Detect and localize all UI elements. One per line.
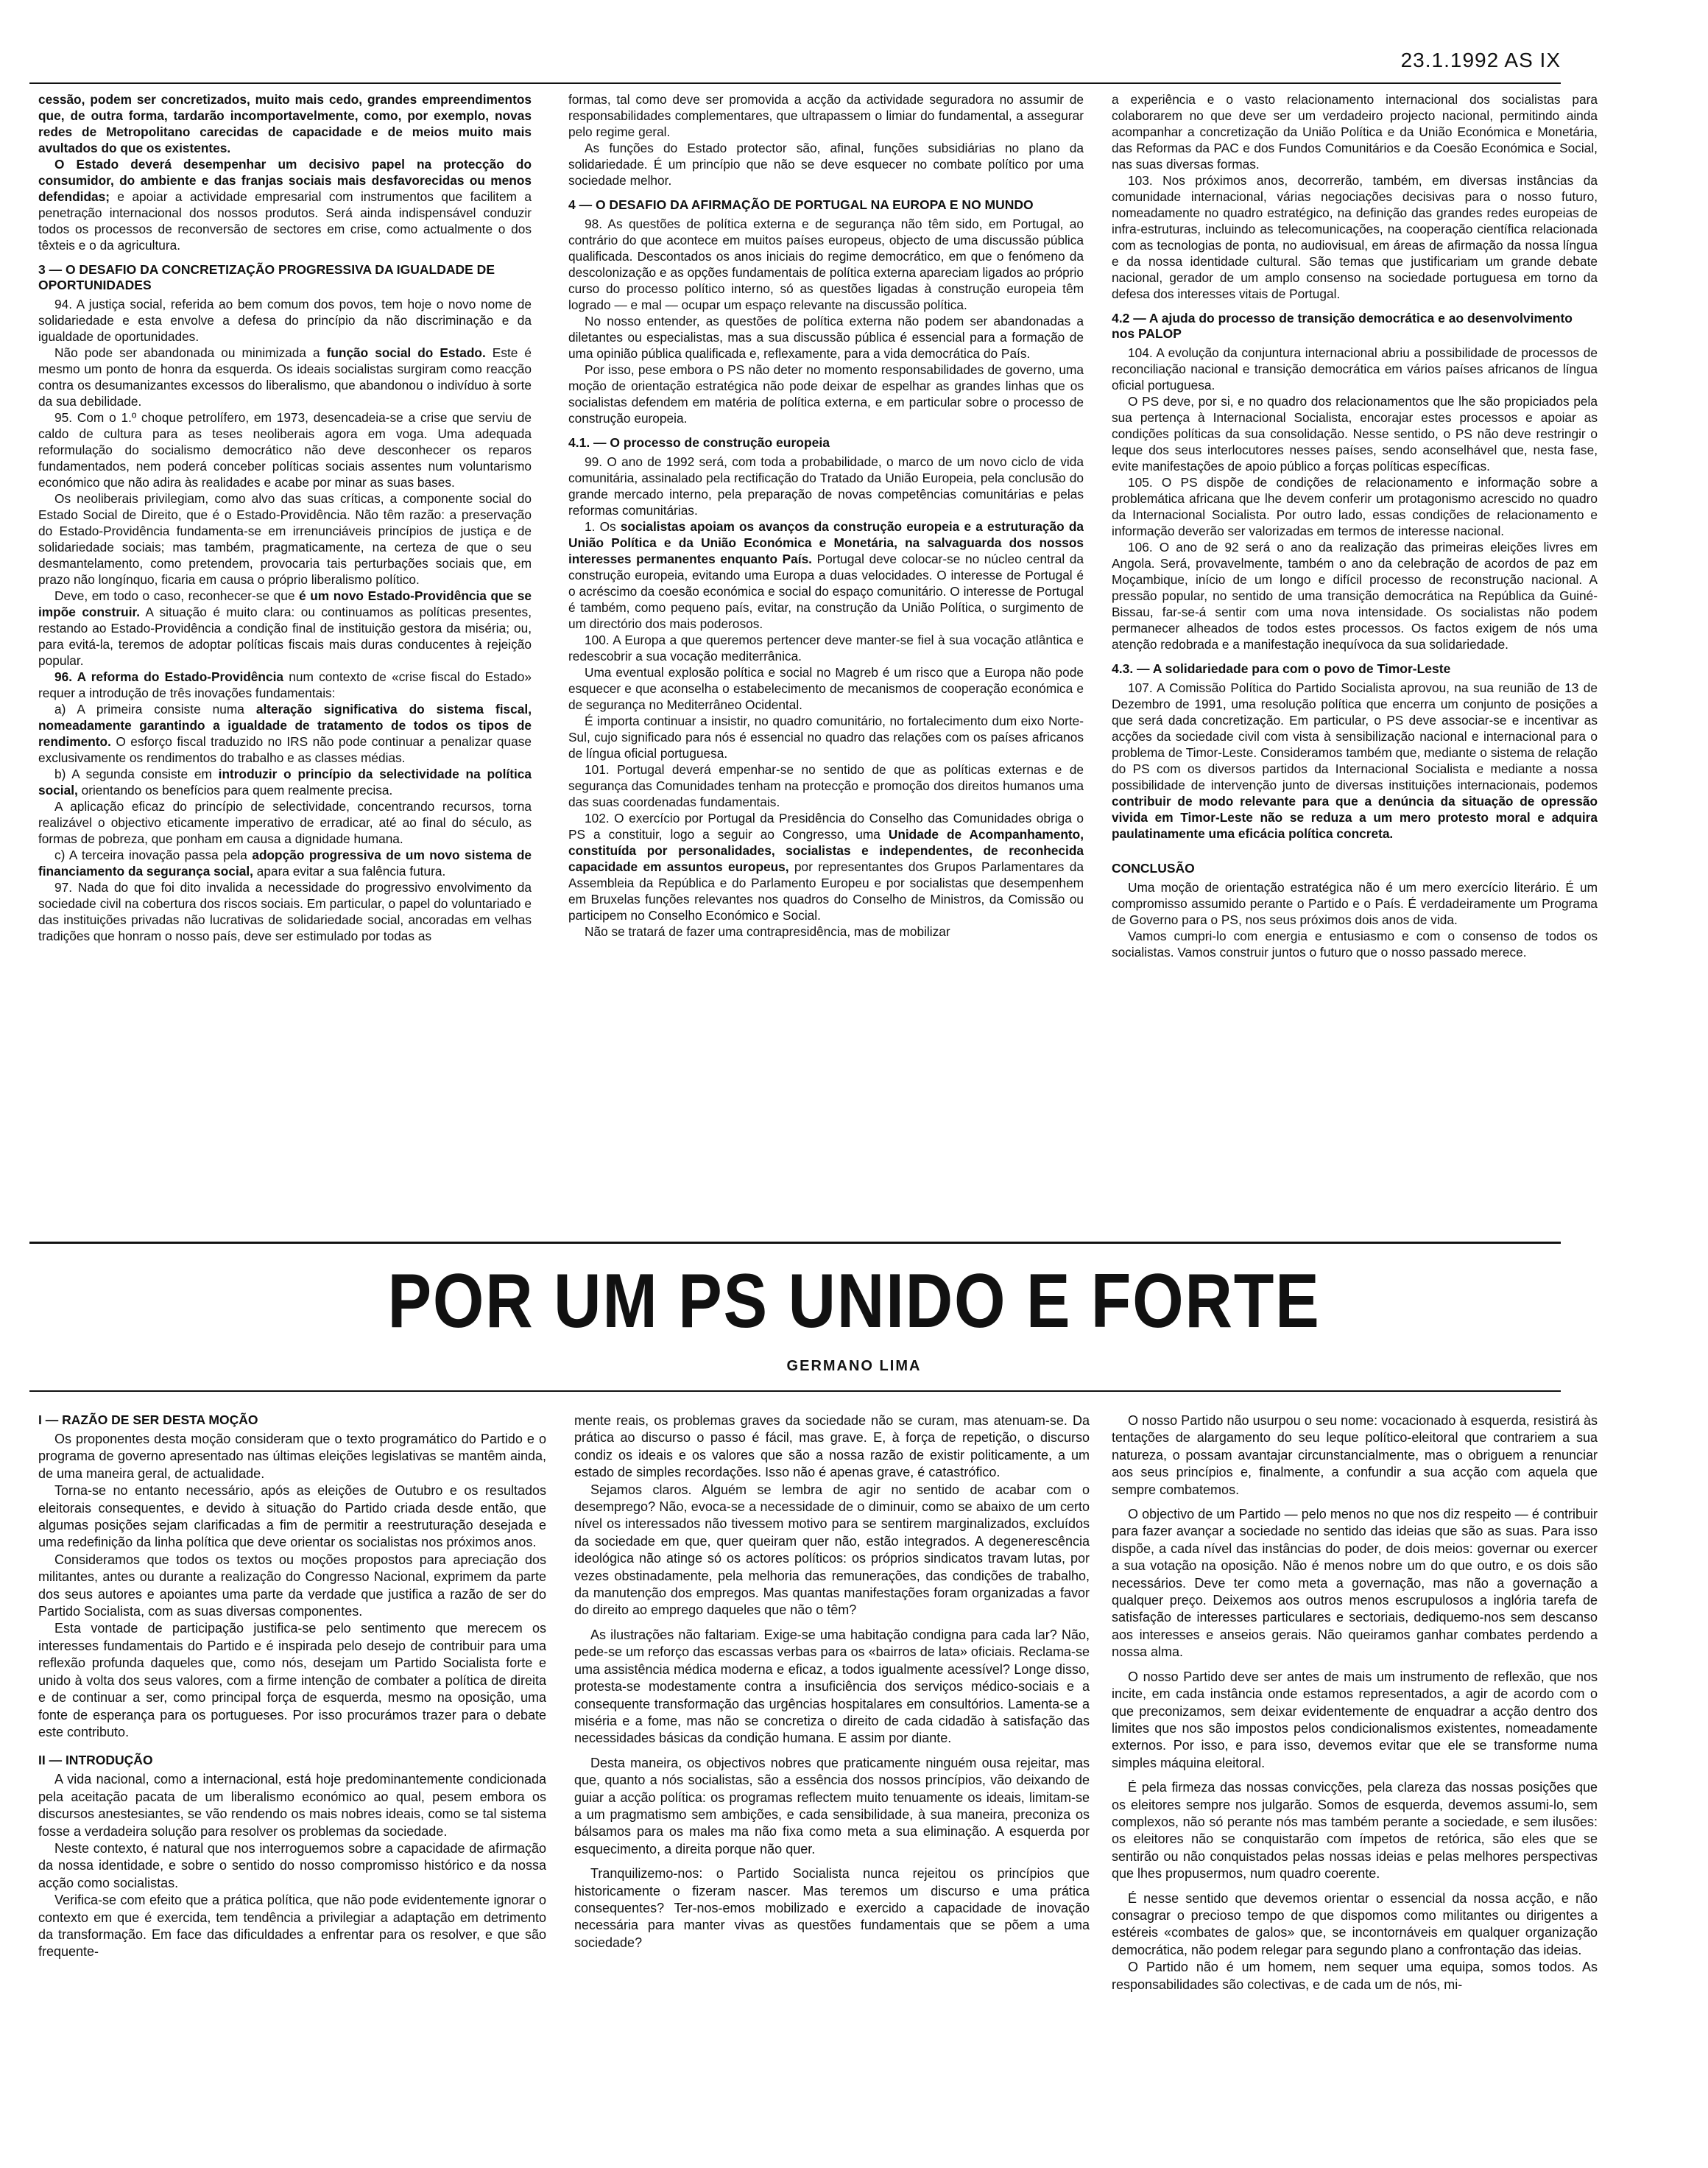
article-column-1: [38, 1412, 546, 2149]
paragraph: 95. Com o 1.º choque petrolífero, em 1973, desencadeia-se a crise que serviu de caldo de cultura para as teses neoliberais agora em voga. Uma adequada reformulação do socialismo democrático não deve desconhecer os reparos fundamentados, nem poderá conceber políticas sociais assentes num voluntarismo económico que não adira às realidades e acabe por minar as suas bases.: [38, 410, 532, 490]
paragraph-text: b) A segunda consiste em: [54, 767, 219, 781]
section-heading: I — RAZÃO DE SER DESTA MOÇÃO: [38, 1412, 258, 1427]
paragraph: No nosso entender, as questões de política externa não podem ser abandonadas a diletantes ou especialistas, mas a sua discussão pública é essencial para a formação de uma opinião pública qualificada e, reflexamente, para a vida democrática do País.: [568, 314, 1084, 361]
paragraph: formas, tal como deve ser promovida a acção da actividade seguradora no assumir de responsabilidades complementares, que ultrapassem o limiar do fundamental, a assegurar pelo regime geral.: [568, 92, 1084, 139]
paragraph-text: a) A primeira consiste numa: [54, 702, 256, 717]
paragraph: O nosso Partido deve ser antes de mais um instrumento de reflexão, que nos incite, em cada instância onde estamos representados, a agir de acordo com o que preconizamos, sem deixar evidentemente de enquadrar a acção dentro dos limites que nos são impostos pelos condicionalismos existentes, nomeadamente externos. Por isso, e para isso, devemos evitar que ele se transforme numa simples máquina eleitoral.: [1112, 1669, 1598, 1770]
bold-text: introduzir o princípio da selectividade na política social,: [38, 767, 532, 798]
bold-text: alteração significativa do sistema fiscal, nomeadamente garantindo a igualdade de tratamento de todos os tipos de rendimento.: [38, 702, 532, 749]
upper-column-1: [38, 91, 532, 1240]
page-reference: 23.1.1992 AS IX: [1400, 49, 1561, 71]
paragraph: O objectivo de um Partido — pelo menos no que nos diz respeito — é contribuir para fazer avançar a sociedade no sentido das ideias que são as suas. Para isso dispõe, a cada nível das instâncias do poder, de dois meios: governar ou exercer a sua votação na oposição. Não é menos nobre um do que outro, e os dois são necessários. Deve ter como meta a governação, mas não a governação a qualquer preço. Deixemos aos outros menos escrupulosos a inglória tarefa de satisfação de interesses particulares e sectoriais, dediquemo-nos sem descanso aos interesses e anseios gerais. Não queiramos ganhar combates perdendo a nossa alma.: [1112, 1507, 1598, 1660]
paragraph-text: apara evitar a sua falência futura.: [253, 864, 446, 879]
paragraph: Neste contexto, é natural que nos interroguemos sobre a capacidade de afirmação da nossa identidade, e sobre o sentido do nosso compromisso histórico e da nossa acção como socialistas.: [38, 1840, 546, 1890]
paragraph: É importa continuar a insistir, no quadro comunitário, no fortalecimento dum eixo Norte-Sul, cujo significado para nós é essencial no quadro das relações com os países africanos de língua oficial portuguesa.: [568, 714, 1084, 761]
paragraph: É nesse sentido que devemos orientar o essencial da nossa acção, e não consagrar o precioso tempo de que dispomos como militantes ou dirigentes a estéreis «combates de galos» que, se incontornáveis em qualquer organização democrática, não podem relegar para segundo plano a confrontação das ideias.: [1112, 1890, 1598, 1957]
paragraph: 103. Nos próximos anos, decorrerão, também, em diversas instâncias da comunidade internacional, várias negociações decisivas para o nosso futuro, nomeadamente no quadro estratégico, na definição das grandes redes europeias de infra-estruturas, incluindo as telecomunicações, na cooperação científica relacionada com as tecnologias de ponta, no audiovisual, em áreas de afirmação da nossa língua e da nossa identidade cultural. São temas que justificariam um grande debate nacional, gerador de um amplo consenso na sociedade portuguesa em torno da defesa dos interesses vitais de Portugal.: [1112, 173, 1598, 301]
paragraph-text: c) A terceira inovação passa pela: [54, 848, 253, 862]
paragraph: 105. O PS dispõe de condições de relacionamento e informação sobre a problemática africana que lhe devem conferir um protagonismo acrescido no quadro da Internacional Socialista. Por outro lado, essas condições de relacionamento e informação deverão ser valorizadas em termos de interesse nacional.: [1112, 475, 1598, 538]
section-heading: CONCLUSÃO: [1112, 861, 1195, 876]
page-header: [29, 46, 1561, 75]
bold-text: é um novo Estado-Providência que se impõe construir.: [38, 588, 532, 619]
subsection-heading: 4.3. — A solidariedade para com o povo de Timor-Leste: [1112, 661, 1451, 676]
paragraph: O Partido não é um homem, nem sequer uma equipa, somos todos. As responsabilidades são colectivas, e de cada um de nós, mi-: [1112, 1960, 1598, 1992]
bold-text: Unidade de Acompanhamento, constituída por personalidades, socialistas e independentes, de reconhecida capacidade em assuntos europeus,: [568, 827, 1084, 874]
bold-text: função social do Estado.: [326, 345, 486, 360]
paragraph: Os proponentes desta moção consideram que o texto programático do Partido e o programa de governo apresentado nas últimas eleições legislativas se mantêm ainda, de uma maneira geral, de actualidade.: [38, 1432, 546, 1481]
paragraph-text: cessão, podem ser concretizados, muito mais cedo, grandes empreendimentos que, de outra forma, tardarão incomportavelmente, como, por exemplo, novas redes de Metropolitano carecidas de capacidade e de meios muito mais avultados do que os existentes.: [38, 92, 532, 155]
paragraph: [38, 588, 532, 669]
paragraph: A aplicação eficaz do princípio de selectividade, concentrando recursos, torna realizável o objectivo eticamente imperativo de erradicar, até ao final do século, as formas de pobreza, que ponham em causa a dignidade humana.: [38, 799, 532, 846]
byline-rule: [29, 1390, 1561, 1392]
paragraph: Verifica-se com efeito que a prática política, que não pode evidentemente ignorar o contexto em que é exercida, tem tendência a privilegiar a adaptação em detrimento da transformação. Em face das dificuldades a enfrentar para os resolver, e que são frequente-: [38, 1893, 546, 1960]
paragraph: [38, 345, 532, 409]
upper-column-2: [568, 91, 1084, 1240]
paragraph: [38, 701, 532, 766]
paragraph: As ilustrações não faltariam. Exige-se uma habitação condigna para cada lar? Não, pede-se um reforço das escassas verbas para os «bairros de lata» oficiais. Reclama-se uma assistência médica moderna e eficaz, a todos igualmente acessível? Longe disso, protesta-se modestamente contra a insuficiência dos serviços médico-sociais e a consequente transformação das urgências hospitalares em consultórios. Lamenta-se a miséria e a fome, mas não se concretiza o direito de cada cidadão à satisfação das necessidades básicas da condição humana. E assim por diante.: [574, 1627, 1090, 1746]
paragraph: As funções do Estado protector são, afinal, funções subsidiárias no plano da solidariedade. É um princípio que não se deve esquecer no combate político por uma sociedade melhor.: [568, 141, 1084, 188]
paragraph-text: O esforço fiscal traduzido no IRS não pode continuar a penalizar quase exclusivamente os rendimentos do trabalho e as classes médias.: [38, 734, 532, 765]
paragraph: Torna-se no entanto necessário, após as eleições de Outubro e os resultados eleitorais consequentes, e devido à situação do Partido criada desde então, que algumas posições sejam clarificadas a fim de permitir a reestruturação desejada e uma redefinição da linha política que deve orientar os socialistas nos próximos anos.: [38, 1483, 546, 1550]
paragraph: 98. As questões de política externa e de segurança não têm sido, em Portugal, ao contrário do que acontece em muitos países europeus, objecto de uma discussão pública qualificada. Descontados os anos iniciais do regime democrático, em que o fenómeno da descolonização e as opções fundamentais de política externa apareciam ligados ao próprio curso do processo político interno, só as questões ligadas à construção europeia têm logrado — e mal — ocupar um espaço relevante na discussão política.: [568, 217, 1084, 312]
paragraph: Por isso, pese embora o PS não deter no momento responsabilidades de governo, uma moção de orientação estratégica não pode deixar de espelhar as grandes linhas que os socialistas defendem em matéria de política externa, e em particular sobre o processo de construção europeia.: [568, 362, 1084, 426]
paragraph: É pela firmeza das nossas convicções, pela clareza das nossas posições que os eleitores sempre nos julgarão. Somos de esquerda, devemos assumi-lo, sem complexos, não só perante nós mas também perante a sociedade, e sem ilusões: os eleitores não se conquistarão com ímpetos de retórica, são eles que se sentirão ou não conquistados pelas nossas ideias e pelas melhores perspectivas que lhes propusermos, num quadro coerente.: [1112, 1780, 1598, 1882]
paragraph-text: 107. A Comissão Política do Partido Socialista aprovou, na sua reunião de 13 de Dezembro de 1991, uma resolução política que encerra um conjunto de posições a que será dada concretização. Em particular, o PS deve associar-se e incentivar as acções da sociedade civil com vista à sensibilização nacional e internacional para o problema de Timor-Leste. Consideramos também que, mediante o sistema de relação do PS com os diversos partidos da Internacional Socialista e mediante a nossa possibilidade de intervenção junto de diversas instituições internacionais, podemos: [1112, 680, 1598, 792]
paragraph: Vamos cumpri-lo com energia e entusiasmo e com o consenso de todos os socialistas. Vamos construir juntos o futuro que o nosso passado merece.: [1112, 929, 1598, 960]
paragraph: Sejamos claros. Alguém se lembra de agir no sentido de acabar com o desemprego? Não, evoca-se a necessidade de o diminuir, como se abaixo de um certo nível os interessados não tivessem motivo para se sentirem marginalizados, excluídos da sociedade em que, quer queiram quer não, estão integrados. A degenerescência ideológica não atinge só os actores políticos: os próprios sindicatos travam lutas, por vezes obstinadamente, pela melhoria das remunerações, das condições de trabalho, da manutenção dos empregos. Mas quantas manifestações foram organizadas a favor do direito ao emprego daqueles que não o têm?: [574, 1482, 1090, 1618]
bold-text: O Estado deverá desempenhar um decisivo papel na protecção do consumidor, do ambiente e das franjas sociais mais desfavorecidas ou menos defendidas;: [38, 157, 532, 204]
paragraph: a experiência e o vasto relacionamento internacional dos socialistas para colaborarem no que deve ser um verdadeiro projecto nacional, permitindo ainda acompanhar a concretização da União Política e da União Económica e Monetária, das Reformas da PAC e dos Fundos Comunitários e da Coesão Económica e Social, nas suas diversas formas.: [1112, 92, 1598, 172]
paragraph: Desta maneira, os objectivos nobres que praticamente ninguém ousa rejeitar, mas que, quanto a nós socialistas, são a essência dos nossos princípios, vão deixando de guiar a acção política: os programas reflectem muito tenuamente os ideais, limitam-se a um pragmatismo sem ambições, e cada sensibilidade, à sua maneira, preconiza os bálsamos para os males ma não fixa como meta a sua eliminação. A esquerda por esquecimento, a direita porque não quer.: [574, 1755, 1090, 1856]
paragraph-text: Deve, em todo o caso, reconhecer-se que: [54, 588, 300, 603]
paragraph-text: orientando os benefícios para quem realmente precisa.: [77, 783, 393, 798]
paragraph: [38, 847, 532, 879]
paragraph-text: num contexto de «crise fiscal do Estado» requer a introdução de três inovações fundamentais:: [38, 669, 532, 700]
paragraph: Consideramos que todos os textos ou moções propostos para apreciação dos militantes, antes ou durante a realização do Congresso Nacional, exprimem da parte dos seus autores e apoiantes uma parte da verdade que justifica a razão de ser do Partido Socialista, com as suas diversas componentes.: [38, 1552, 546, 1619]
section-heading: 4 — O DESAFIO DA AFIRMAÇÃO DE PORTUGAL NA EUROPA E NO MUNDO: [568, 197, 1034, 212]
paragraph: [38, 156, 532, 253]
bold-text: contribuir de modo relevante para que a denúncia da situação de opressão vivida em Timor-Leste não se reduza a um mero protesto moral e adquira paulatinamente uma eficácia política concreta.: [1112, 794, 1598, 841]
upper-column-3: [1112, 91, 1598, 1240]
paragraph-text: A situação é muito clara: ou continuamos as políticas presentes, restando ao Estado-Providência a condição final de instituição gestora da miséria; ou, para evitá-la, teremos de adoptar políticas fiscais mais duras conducentes à rejeição popular.: [38, 605, 532, 668]
paragraph: [38, 91, 532, 156]
top-rule: [29, 82, 1561, 84]
paragraph-text: Este é mesmo um ponto de honra da esquerda. Os ideais socialistas surgiram como reacção contra os desumanizantes excessos do liberalismo, que abandonou o indivíduo à sorte da sua debilidade.: [38, 345, 532, 409]
paragraph: Esta vontade de participação justifica-se pelo sentimento que merecem os interesses fundamentais do Partido e é inspirada pelo desejo de contribuir para uma reflexão profunda daqueles que, como nós, desejam um Partido Socialista forte e unido à volta dos seus valores, com a firme intenção de combater a política de direita e de continuar a ser, como principal força de esquerda, mesmo na oposição, uma fonte de esperança para os portugueses. Por isso procurámos trazer para o debate este contributo.: [38, 1621, 546, 1739]
paragraph: 101. Portugal deverá empenhar-se no sentido de que as políticas externas e de segurança das Comunidades tenham na protecção e promoção dos direitos humanos uma das suas coordenadas fundamentais.: [568, 762, 1084, 809]
paragraph: [1112, 680, 1598, 842]
section-divider: [29, 1242, 1561, 1244]
paragraph-text: por representantes dos Grupos Parlamentares da Assembleia da República e do Parlamento Europeu e por socialistas que desempenhem em Bruxelas funções relevantes nos quadros do Conselho de Ministros, da Comissão ou participem no Conselho Económico e Social.: [568, 859, 1084, 923]
article-column-3: [1112, 1412, 1598, 2149]
paragraph: Os neoliberais privilegiam, como alvo das suas críticas, a componente social do Estado Social de Direito, que é o Estado-Providência. Não têm razão: a preservação do Estado-Providência fundamenta-se em irrenunciáveis princípios de justiça e de solidariedade sociais; mas também, pragmaticamente, na certeza de que o seu desmantelamento, como pretendem, provocaria tais perturbações sociais que, em prazo não longínquo, ficaria em causa o próprio liberalismo político.: [38, 491, 532, 587]
paragraph: [38, 766, 532, 798]
paragraph: Uma eventual explosão política e social no Magreb é um risco que a Europa não pode esquecer e que aconselha o estabelecimento de mecanismos de cooperação económica e de segurança no Mediterrâneo Ocidental.: [568, 665, 1084, 712]
section-heading: 3 — O DESAFIO DA CONCRETIZAÇÃO PROGRESSIVA DA IGUALDADE DE OPORTUNIDADES: [38, 262, 495, 292]
paragraph: 99. O ano de 1992 será, com toda a probabilidade, o marco de um novo ciclo de vida comunitária, assinalado pela rectificação do Tratado da União Europeia, pela conclusão do grande mercado interno, pela preparação de novas competências comunitárias e pelas reformas comunitárias.: [568, 454, 1084, 518]
paragraph: 94. A justiça social, referida ao bem comum dos povos, tem hoje o novo nome de solidariedade e esta envolve a defesa do princípio da não discriminação e da igualdade de oportunidades.: [38, 297, 532, 344]
paragraph-text: e apoiar a actividade empresarial com instrumentos que facilitem a penetração internacional dos nossos produtos. Será ainda indispensável conduzir todos os processos de reconversão de sectores em crise, como actualmente o dos têxteis e o da agricultura.: [38, 189, 532, 253]
paragraph: [38, 669, 532, 701]
paragraph-text: 1. Os: [585, 519, 621, 534]
paragraph: Não se tratará de fazer uma contrapresidência, mas de mobilizar: [585, 924, 950, 939]
paragraph: 100. A Europa a que queremos pertencer deve manter-se fiel à sua vocação atlântica e redescobrir a sua vocação mediterrânica.: [568, 633, 1084, 664]
paragraph: [568, 810, 1084, 923]
subsection-heading: 4.2 — A ajuda do processo de transição democrática e ao desenvolvimento nos PALOP: [1112, 311, 1573, 341]
paragraph: O PS deve, por si, e no quadro dos relacionamentos que lhe são propiciados pela sua pertença à Internacional Socialista, encorajar estes processos e apoiar as condições políticas da sua consolidação. Nesse sentido, o PS não deve restringir o leque dos seus interlocutores nesses países, sendo aconselhável que, nesta fase, evite manifestações de apoio público a forças políticas específicas.: [1112, 394, 1598, 474]
paragraph: A vida nacional, como a internacional, está hoje predominantemente condicionada pela aceitação pacata de um liberalismo económico ao qual, pesem embora os discursos anestesiantes, se vão rendendo os mais nobres ideais, como se tal sistema fosse a verdadeira solução para resolver os problemas da sociedade.: [38, 1772, 546, 1839]
paragraph: Uma moção de orientação estratégica não é um mero exercício literário. É um compromisso assumido perante o Partido e o País. É verdadeiramente um Programa de Governo para o PS, nos seus próximos dois anos de vida.: [1112, 880, 1598, 927]
paragraph: 104. A evolução da conjuntura internacional abriu a possibilidade de processos de reconciliação nacional e transição democrática em vários países africanos de língua oficial portuguesa.: [1112, 345, 1598, 393]
bold-text: adopção progressiva de um novo sistema de financiamento da segurança social,: [38, 848, 532, 879]
paragraph: O nosso Partido não usurpou o seu nome: vocacionado à esquerda, resistirá às tentações de alargamento do seu leque político-eleitoral que contrariem a sua natureza, o possam avantajar circunstancialmente, mas o obriguem a renunciar aos seus princípios e, finalmente, a confundir a sua acção com aquela que sempre combatemos.: [1112, 1413, 1598, 1497]
paragraph: 97. Nada do que foi dito invalida a necessidade do progressivo envolvimento da sociedade civil na cobertura dos riscos sociais. Em particular, o papel do voluntariado e das instituições privadas não lucrativas de solidariedade social, ancoradas em velhas tradições que honram o nosso país, deve ser estimulado por todas as: [38, 880, 532, 943]
paragraph: mente reais, os problemas graves da sociedade não se curam, mas atenuam-se. Da prática ao discurso o passo é fácil, mas grave. E, à força de repetição, o discurso condiz os ideais e os valores que são a nossa razão de existir politicamente, a um estado de simples recordações. Isso não é apenas grave, é catastrófico.: [574, 1413, 1090, 1480]
article-column-2: [574, 1412, 1090, 2149]
article-byline: GERMANO LIMA: [786, 1358, 922, 1374]
paragraph-text: Portugal deve colocar-se no núcleo central da construção europeia, evitando uma Europa a duas velocidades. O interesse de Portugal é o acréscimo da coesão económica e social do espaço comunitário. O interesse de Portugal é também, como pequeno país, evitar, na construção da União Política, o surgimento de um directório dos mais poderosos.: [568, 552, 1084, 631]
bold-text: 96. A reforma do Estado-Providência: [54, 669, 283, 684]
paragraph-text: 102. O exercício por Portugal da Presidência do Conselho das Comunidades obriga o PS a constituir, logo a seguir ao Congresso, uma: [568, 811, 1084, 842]
article-headline: POR UM PS UNIDO E FORTE: [387, 1259, 1321, 1344]
bold-text: socialistas apoiam os avanços da construção europeia e a estruturação da União Política e da União Económica e Monetária, na salvaguarda dos nossos interesses permanentes enquanto País.: [568, 519, 1084, 566]
paragraph-text: Não pode ser abandonada ou minimizada a: [54, 345, 327, 360]
section-heading: II — INTRODUÇÃO: [38, 1753, 153, 1768]
paragraph: [568, 518, 1084, 632]
subsection-heading: 4.1. — O processo de construção europeia: [568, 435, 830, 450]
paragraph: 106. O ano de 92 será o ano da realização das primeiras eleições livres em Angola. Será, provavelmente, também o ano da celebração de acordos de paz em Moçambique, início de um longo e difícil processo de reconstrução nacional. A pressão popular, no sentido de uma transição democrática na República da Guiné-Bissau, far-se-á sentir com uma nova intensidade. Os socialistas não podem permanecer alheados de todos estes processos. Os factos exigem de nós uma atenção redobrada e a manifestação inequívoca da sua solidariedade.: [1112, 540, 1598, 652]
paragraph: Tranquilizemo-nos: o Partido Socialista nunca rejeitou os princípios que historicamente o fizeram nascer. Mas teremos um discurso e uma prática consequentes? Ter-nos-emos mobilizado e exercido a capacidade de inovação necessária para manter vivas as questões fundamentais que se põem a uma sociedade?: [574, 1866, 1090, 1950]
